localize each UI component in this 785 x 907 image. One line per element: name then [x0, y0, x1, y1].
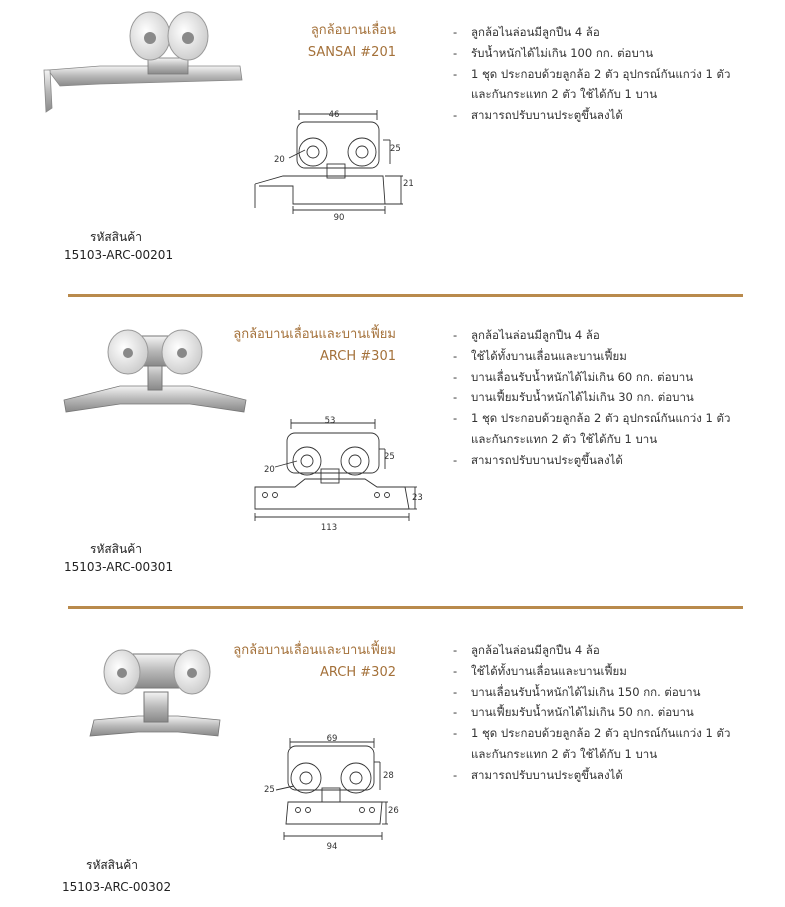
- dimension-drawing-302: [262, 732, 412, 852]
- feature-item: - บานเฟี้ยมรับน้ำหนักได้ไม่เกิน 50 กก. ต่อบาน: [453, 702, 730, 723]
- dimension-top: 53: [324, 416, 336, 426]
- feature-item: - รับน้ำหนักได้ไม่เกิน 100 กก. ต่อบาน: [453, 43, 730, 64]
- feature-item: - บานเลื่อนรับน้ำหนักได้ไม่เกิน 150 กก. ต่อบาน: [453, 682, 730, 703]
- feature-item-continuation: และกันกระแทก 2 ตัว ใช้ได้กับ 1 บาน: [471, 746, 658, 761]
- product-title-301: [230, 324, 396, 368]
- feature-item: - สามารถปรับบานประตูขึ้นลงได้: [453, 450, 730, 471]
- dimension-bottom: 94: [326, 842, 338, 852]
- product-code-label: รหัสสินค้า: [90, 230, 142, 244]
- product-302: [0, 612, 785, 907]
- feature-item: - 1 ชุด ประกอบด้วยลูกล้อ 2 ตัว อุปกรณ์กันแกว่ง 1 ตัว: [453, 723, 730, 744]
- product-model: ARCH #302: [320, 665, 396, 680]
- dimension-side: 26: [388, 806, 399, 816]
- dimension-left: 20: [274, 155, 285, 165]
- dimension-left: 25: [264, 785, 275, 795]
- feature-item: - ลูกล้อไนล่อนมีลูกปืน 4 ล้อ: [453, 325, 730, 346]
- feature-item-continuation: และกันกระแทก 2 ตัว ใช้ได้กับ 1 บาน: [471, 431, 658, 446]
- dimension-left: 20: [264, 465, 275, 475]
- dimension-bottom: 90: [333, 213, 345, 223]
- dimension-side: 21: [403, 179, 414, 189]
- feature-item: - ลูกล้อไนล่อนมีลูกปืน 4 ล้อ: [453, 640, 730, 661]
- product-code: 15103-ARC-00201: [64, 248, 174, 262]
- product-code-label: รหัสสินค้า: [90, 542, 142, 556]
- product-photo-302: [88, 648, 228, 746]
- dimension-drawing-301: [245, 413, 435, 533]
- dimension-top: 69: [326, 734, 338, 744]
- dimension-bottom: 113: [320, 523, 338, 533]
- section-divider: [68, 606, 743, 609]
- dimension-side: 23: [412, 493, 423, 503]
- product-photo-201: [40, 8, 250, 116]
- feature-item: - สามารถปรับบานประตูขึ้นลงได้: [453, 105, 730, 126]
- product-photo-301: [60, 320, 250, 420]
- product-code-label: รหัสสินค้า: [86, 858, 138, 872]
- feature-item: - 1 ชุด ประกอบด้วยลูกล้อ 2 ตัว อุปกรณ์กันแกว่ง 1 ตัว: [453, 408, 730, 429]
- product-name: ลูกล้อบานเลื่อนและบานเฟี้ยม: [233, 327, 396, 342]
- dimension-drawing-201: [245, 106, 420, 224]
- feature-item: - บานเลื่อนรับน้ำหนักได้ไม่เกิน 60 กก. ต่อบาน: [453, 367, 730, 388]
- product-name: ลูกล้อบานเลื่อนและบานเฟี้ยม: [233, 643, 396, 658]
- feature-item: - 1 ชุด ประกอบด้วยลูกล้อ 2 ตัว อุปกรณ์กันแกว่ง 1 ตัว: [453, 64, 730, 85]
- feature-list-201: [453, 22, 730, 126]
- feature-list-301: [453, 325, 730, 471]
- section-divider: [68, 294, 743, 297]
- product-201: [0, 0, 785, 290]
- feature-item: - สามารถปรับบานประตูขึ้นลงได้: [453, 765, 730, 786]
- feature-item: - บานเฟี้ยมรับน้ำหนักได้ไม่เกิน 30 กก. ต่อบาน: [453, 387, 730, 408]
- product-301: [0, 300, 785, 600]
- product-title-302: [230, 640, 396, 684]
- feature-item: - ใช้ได้ทั้งบานเลื่อนและบานเฟี้ยม: [453, 661, 730, 682]
- product-code: 15103-ARC-00302: [62, 880, 172, 894]
- product-title-201: [260, 20, 396, 64]
- feature-item-continuation: และกันกระแทก 2 ตัว ใช้ได้กับ 1 บาน: [471, 87, 658, 102]
- dimension-right: 25: [384, 452, 395, 462]
- dimension-top: 46: [328, 110, 340, 120]
- feature-item: - ใช้ได้ทั้งบานเลื่อนและบานเฟี้ยม: [453, 346, 730, 367]
- dimension-right: 28: [383, 771, 394, 781]
- product-model: SANSAI #201: [307, 45, 396, 60]
- product-model: ARCH #301: [320, 349, 396, 364]
- feature-item: - ลูกล้อไนล่อนมีลูกปืน 4 ล้อ: [453, 22, 730, 43]
- dimension-right: 25: [390, 144, 401, 154]
- product-name: ลูกล้อบานเลื่อน: [310, 23, 396, 38]
- product-code: 15103-ARC-00301: [64, 560, 174, 574]
- feature-list-302: [453, 640, 730, 786]
